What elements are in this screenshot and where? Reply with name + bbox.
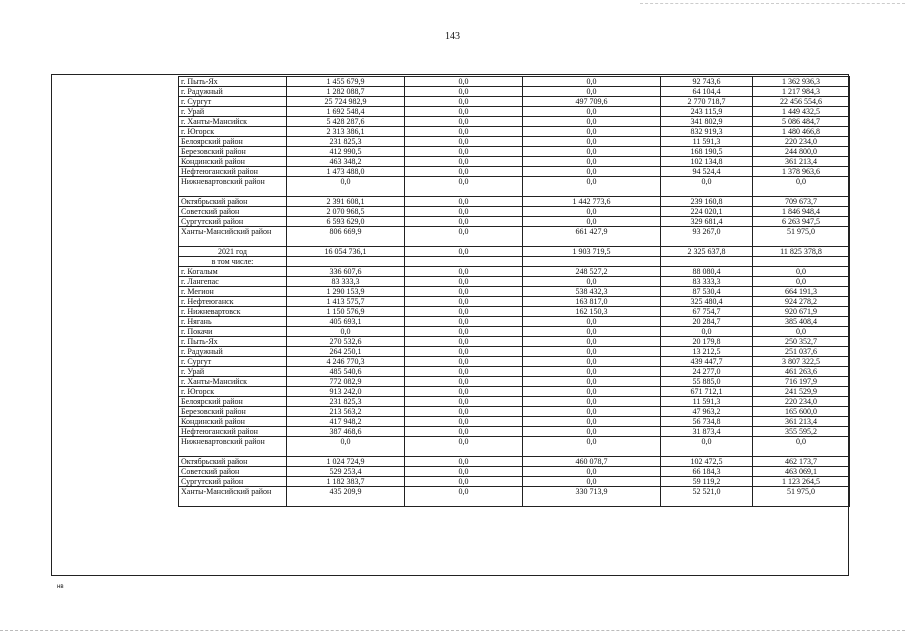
table-row [179,357,850,367]
cell-territory: 2021 год [179,247,287,257]
page-number: 143 [445,31,460,42]
cell-col-2: 0,0 [405,397,523,407]
cell-territory: Ханты-Мансийский район [179,487,287,507]
cell-col-5: 709 673,7 [753,197,850,207]
cell-col-3: 330 713,9 [523,487,661,507]
cell-col-5: 462 173,7 [753,457,850,467]
cell-total: 387 468,6 [287,427,405,437]
table-row [179,427,850,437]
cell-total [287,257,405,267]
cell-col-3: 497 709,6 [523,97,661,107]
cell-total: 463 348,2 [287,157,405,167]
cell-col-2: 0,0 [405,277,523,287]
cell-col-5: 463 069,1 [753,467,850,477]
cell-territory: г. Сургут [179,357,287,367]
cell-col-4 [661,257,753,267]
cell-col-2: 0,0 [405,417,523,427]
cell-col-2: 0,0 [405,77,523,87]
cell-total: 0,0 [287,327,405,337]
cell-territory: г. Мегион [179,287,287,297]
cell-col-3: 0,0 [523,387,661,397]
cell-col-2: 0,0 [405,327,523,337]
table-row [179,437,850,457]
cell-total: 2 070 968,5 [287,207,405,217]
cell-col-4: 93 267,0 [661,227,753,247]
cell-col-5: 250 352,7 [753,337,850,347]
cell-col-5: 920 671,9 [753,307,850,317]
cell-total: 806 669,9 [287,227,405,247]
cell-territory: г. Югорск [179,387,287,397]
cell-territory: Советский район [179,467,287,477]
cell-col-4: 52 521,0 [661,487,753,507]
cell-col-5: 385 408,4 [753,317,850,327]
cell-col-2: 0,0 [405,337,523,347]
cell-total: 485 540,6 [287,367,405,377]
cell-total: 1 692 548,4 [287,107,405,117]
cell-col-2 [405,257,523,267]
table-row [179,457,850,467]
cell-col-5: 0,0 [753,327,850,337]
table-row [179,247,850,257]
cell-total: 83 333,3 [287,277,405,287]
cell-col-4: 94 524,4 [661,167,753,177]
cell-col-5: 1 846 948,4 [753,207,850,217]
cell-col-5: 165 600,0 [753,407,850,417]
table-row [179,257,850,267]
cell-col-4: 2 325 637,8 [661,247,753,257]
cell-col-2: 0,0 [405,147,523,157]
cell-territory: г. Сургут [179,97,287,107]
cell-col-4: 0,0 [661,177,753,197]
table-row [179,387,850,397]
cell-col-3: 1 903 719,5 [523,247,661,257]
cell-col-3: 0,0 [523,107,661,117]
cell-total: 1 024 724,9 [287,457,405,467]
cell-col-3: 0,0 [523,477,661,487]
cell-col-4: 67 754,7 [661,307,753,317]
cell-col-3: 0,0 [523,437,661,457]
cell-col-2: 0,0 [405,97,523,107]
cell-col-3: 0,0 [523,137,661,147]
cell-territory: г. Нижневартовск [179,307,287,317]
cell-col-5: 1 123 264,5 [753,477,850,487]
cell-col-5: 355 595,2 [753,427,850,437]
cell-col-2: 0,0 [405,317,523,327]
cell-col-2: 0,0 [405,127,523,137]
table-row [179,147,850,157]
cell-col-3: 0,0 [523,367,661,377]
cell-col-2: 0,0 [405,297,523,307]
cell-territory: Ханты-Мансийский район [179,227,287,247]
cell-col-3: 248 527,2 [523,267,661,277]
cell-col-4: 20 179,8 [661,337,753,347]
cell-col-2: 0,0 [405,357,523,367]
cell-col-3: 0,0 [523,407,661,417]
cell-col-2: 0,0 [405,167,523,177]
cell-total: 0,0 [287,437,405,457]
cell-col-5: 0,0 [753,437,850,457]
cell-col-4: 329 681,4 [661,217,753,227]
cell-col-2: 0,0 [405,307,523,317]
cell-col-5: 220 234,0 [753,397,850,407]
cell-total: 231 825,3 [287,137,405,147]
cell-col-5: 0,0 [753,267,850,277]
cell-col-3 [523,257,661,267]
table-row [179,127,850,137]
table-row [179,167,850,177]
cell-col-5: 0,0 [753,177,850,197]
cell-total: 529 253,4 [287,467,405,477]
cell-col-4: 13 212,5 [661,347,753,357]
table-row [179,477,850,487]
table-row [179,77,850,87]
cell-col-3: 0,0 [523,427,661,437]
cell-col-5: 716 197,9 [753,377,850,387]
cell-col-4: 325 480,4 [661,297,753,307]
cell-col-2: 0,0 [405,367,523,377]
table-row [179,407,850,417]
cell-col-3: 0,0 [523,377,661,387]
table-row [179,277,850,287]
cell-col-3: 0,0 [523,177,661,197]
scan-edge-bottom [0,630,905,631]
cell-total: 0,0 [287,177,405,197]
cell-col-5: 6 263 947,5 [753,217,850,227]
cell-col-4: 102 472,5 [661,457,753,467]
cell-col-2: 0,0 [405,477,523,487]
cell-total: 1 413 575,7 [287,297,405,307]
cell-col-4: 20 284,7 [661,317,753,327]
cell-territory: г. Урай [179,367,287,377]
cell-col-2: 0,0 [405,287,523,297]
cell-col-4: 439 447,7 [661,357,753,367]
cell-territory: Октябрьский район [179,457,287,467]
cell-col-5: 0,0 [753,277,850,287]
cell-col-3: 0,0 [523,167,661,177]
cell-col-5: 361 213,4 [753,157,850,167]
cell-col-4: 59 119,2 [661,477,753,487]
table-row [179,377,850,387]
cell-col-4: 88 080,4 [661,267,753,277]
cell-col-2: 0,0 [405,87,523,97]
cell-total: 412 990,5 [287,147,405,157]
cell-col-3: 0,0 [523,347,661,357]
cell-total: 417 948,2 [287,417,405,427]
cell-col-2: 0,0 [405,117,523,127]
cell-col-5: 924 278,2 [753,297,850,307]
cell-col-5: 251 037,6 [753,347,850,357]
cell-territory: Нижневартовский район [179,177,287,197]
cell-col-3: 0,0 [523,467,661,477]
cell-total: 1 150 576,9 [287,307,405,317]
cell-col-5: 1 480 466,8 [753,127,850,137]
cell-total: 435 209,9 [287,487,405,507]
table-row [179,107,850,117]
cell-col-5: 361 213,4 [753,417,850,427]
cell-col-4: 341 802,9 [661,117,753,127]
cell-col-3: 0,0 [523,87,661,97]
table-row [179,137,850,147]
table-row [179,267,850,277]
cell-col-5: 11 825 378,8 [753,247,850,257]
cell-total: 1 473 488,0 [287,167,405,177]
cell-col-2: 0,0 [405,427,523,437]
table-row [179,487,850,507]
cell-col-2: 0,0 [405,467,523,477]
cell-col-4: 11 591,3 [661,137,753,147]
footer-code: нв [57,584,64,590]
cell-col-4: 56 734,8 [661,417,753,427]
cell-territory: г. Покачи [179,327,287,337]
cell-col-3: 0,0 [523,277,661,287]
cell-territory: г. Радужный [179,87,287,97]
table-row [179,417,850,427]
cell-col-3: 0,0 [523,127,661,137]
table-row [179,327,850,337]
table-row [179,397,850,407]
cell-col-3: 661 427,9 [523,227,661,247]
cell-col-5: 1 378 963,6 [753,167,850,177]
cell-territory: Кондинский район [179,157,287,167]
cell-territory: г. Ханты-Мансийск [179,117,287,127]
cell-col-3: 0,0 [523,357,661,367]
cell-col-3: 163 817,0 [523,297,661,307]
cell-territory: Нефтеюганский район [179,427,287,437]
cell-col-2: 0,0 [405,217,523,227]
cell-col-4: 224 020,1 [661,207,753,217]
table-row [179,317,850,327]
table-row [179,367,850,377]
cell-col-3: 0,0 [523,317,661,327]
cell-col-4: 2 770 718,7 [661,97,753,107]
cell-col-5: 51 975,0 [753,227,850,247]
cell-col-2: 0,0 [405,107,523,117]
cell-col-3: 0,0 [523,207,661,217]
cell-col-2: 0,0 [405,157,523,167]
cell-col-4: 0,0 [661,437,753,457]
cell-col-3: 0,0 [523,327,661,337]
cell-col-5: 1 362 936,3 [753,77,850,87]
cell-col-5: 220 234,0 [753,137,850,147]
cell-col-3: 0,0 [523,417,661,427]
cell-territory: Нижневартовский район [179,437,287,457]
cell-territory: в том числе: [179,257,287,267]
cell-col-5: 1 217 984,3 [753,87,850,97]
cell-col-4: 83 333,3 [661,277,753,287]
cell-col-5: 244 800,0 [753,147,850,157]
cell-col-4: 168 190,5 [661,147,753,157]
cell-territory: Белоярский район [179,137,287,147]
cell-col-5: 51 975,0 [753,487,850,507]
table-row [179,207,850,217]
cell-col-4: 87 530,4 [661,287,753,297]
cell-col-2: 0,0 [405,137,523,147]
cell-total: 6 593 629,0 [287,217,405,227]
cell-territory: г. Нягань [179,317,287,327]
cell-col-3: 0,0 [523,77,661,87]
cell-total: 2 313 386,1 [287,127,405,137]
cell-col-5: 241 529,9 [753,387,850,397]
cell-col-5: 5 086 484,7 [753,117,850,127]
cell-col-2: 0,0 [405,197,523,207]
table-row [179,467,850,477]
cell-col-3: 460 078,7 [523,457,661,467]
table-row [179,87,850,97]
cell-col-3: 0,0 [523,337,661,347]
cell-col-4: 671 712,1 [661,387,753,397]
cell-total: 1 290 153,9 [287,287,405,297]
cell-territory: г. Урай [179,107,287,117]
cell-col-3: 0,0 [523,117,661,127]
cell-col-5: 3 807 322,5 [753,357,850,367]
cell-territory: г. Пыть-Ях [179,337,287,347]
cell-col-2: 0,0 [405,487,523,507]
cell-territory: г. Радужный [179,347,287,357]
cell-total: 405 693,1 [287,317,405,327]
cell-col-4: 243 115,9 [661,107,753,117]
cell-col-5: 664 191,3 [753,287,850,297]
cell-territory: Березовский район [179,407,287,417]
cell-territory: Октябрьский район [179,197,287,207]
cell-total: 25 724 982,9 [287,97,405,107]
cell-territory: Кондинский район [179,417,287,427]
cell-col-2: 0,0 [405,267,523,277]
cell-territory: Березовский район [179,147,287,157]
table-row [179,287,850,297]
cell-col-2: 0,0 [405,437,523,457]
cell-col-2: 0,0 [405,387,523,397]
cell-col-3: 0,0 [523,157,661,167]
cell-total: 1 182 383,7 [287,477,405,487]
cell-col-4: 0,0 [661,327,753,337]
cell-col-5: 22 456 554,6 [753,97,850,107]
cell-total: 231 825,3 [287,397,405,407]
table-row [179,337,850,347]
cell-total: 213 563,2 [287,407,405,417]
cell-territory: Советский район [179,207,287,217]
cell-col-3: 1 442 773,6 [523,197,661,207]
cell-col-4: 102 134,8 [661,157,753,167]
cell-total: 2 391 608,1 [287,197,405,207]
cell-col-4: 64 104,4 [661,87,753,97]
budget-table-body [179,77,850,507]
cell-territory: Нефтеюганский район [179,167,287,177]
cell-col-4: 239 160,8 [661,197,753,207]
cell-col-2: 0,0 [405,247,523,257]
cell-total: 4 246 770,3 [287,357,405,367]
cell-col-4: 24 277,0 [661,367,753,377]
cell-col-3: 162 150,3 [523,307,661,317]
cell-col-5: 1 449 432,5 [753,107,850,117]
cell-col-3: 0,0 [523,217,661,227]
cell-col-2: 0,0 [405,207,523,217]
cell-col-2: 0,0 [405,407,523,417]
scan-edge-top [640,3,905,4]
cell-col-5 [753,257,850,267]
budget-table-frame [51,74,849,576]
cell-col-2: 0,0 [405,457,523,467]
table-row [179,217,850,227]
table-row [179,307,850,317]
table-row [179,227,850,247]
table-row [179,97,850,107]
cell-territory: Сургутский район [179,477,287,487]
cell-col-4: 47 963,2 [661,407,753,417]
cell-total: 270 532,6 [287,337,405,347]
cell-total: 1 455 679,9 [287,77,405,87]
cell-col-2: 0,0 [405,347,523,357]
table-row [179,297,850,307]
cell-total: 336 607,6 [287,267,405,277]
cell-col-4: 92 743,6 [661,77,753,87]
cell-col-2: 0,0 [405,377,523,387]
cell-col-4: 66 184,3 [661,467,753,477]
cell-col-2: 0,0 [405,177,523,197]
table-row [179,177,850,197]
table-row [179,347,850,357]
cell-col-2: 0,0 [405,227,523,247]
cell-col-4: 55 885,0 [661,377,753,387]
cell-col-5: 461 263,6 [753,367,850,377]
table-row [179,197,850,207]
table-row [179,117,850,127]
cell-total: 772 082,9 [287,377,405,387]
cell-territory: Белоярский район [179,397,287,407]
cell-territory: г. Когалым [179,267,287,277]
cell-col-3: 0,0 [523,397,661,407]
table-row [179,157,850,167]
cell-territory: г. Пыть-Ях [179,77,287,87]
cell-territory: г. Лангепас [179,277,287,287]
cell-territory: г. Нефтеюганск [179,297,287,307]
cell-col-4: 31 873,4 [661,427,753,437]
cell-total: 264 250,1 [287,347,405,357]
budget-table [178,76,850,507]
cell-territory: г. Ханты-Мансийск [179,377,287,387]
cell-total: 913 242,0 [287,387,405,397]
cell-territory: г. Югорск [179,127,287,137]
cell-total: 1 282 088,7 [287,87,405,97]
cell-total: 5 428 287,6 [287,117,405,127]
cell-col-3: 0,0 [523,147,661,157]
cell-col-4: 11 591,3 [661,397,753,407]
cell-col-3: 538 432,3 [523,287,661,297]
cell-total: 16 054 736,1 [287,247,405,257]
cell-col-4: 832 919,3 [661,127,753,137]
cell-territory: Сургутский район [179,217,287,227]
